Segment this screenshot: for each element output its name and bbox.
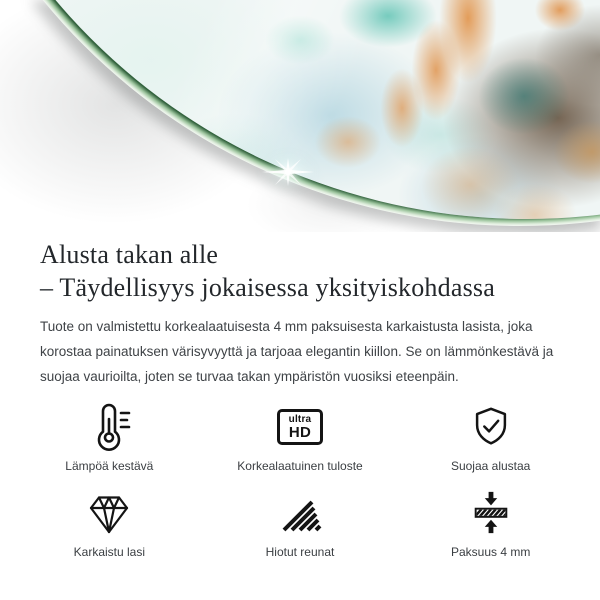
- feature-high-quality-print: [205, 403, 396, 473]
- feature-grid: [14, 403, 586, 559]
- feature-tempered-glass: [14, 489, 205, 559]
- feature-label: Hiotut reunat: [265, 545, 335, 559]
- page-title-line1: Alusta takan alle: [40, 240, 219, 269]
- product-description: Tuote on valmistettu korkealaatuisesta 4 mm paksuisesta karkaistusta lasista, joka korostaa painatuksen värisyvyyttä ja tarjoaa elegantin kiillon. Se on lämmönkestävä ja suojaa vaurioilta, joten se turvaa takan ympäristön vuosiksi eteenpäin.: [40, 319, 554, 384]
- feature-label: Lämpöä kestävä: [65, 459, 154, 473]
- feature-label: Karkaistu lasi: [73, 545, 146, 559]
- sparkle-glint-icon: [260, 144, 316, 200]
- thickness-icon: [468, 489, 514, 537]
- feature-thickness: [395, 489, 586, 559]
- page-title: [40, 238, 560, 304]
- shield-check-icon: [468, 403, 514, 451]
- feature-label: Paksuus 4 mm: [450, 545, 531, 559]
- feature-heat-resistant: [14, 403, 205, 473]
- feature-label: Korkealaatuinen tuloste: [237, 459, 363, 473]
- diamond-icon: [85, 491, 133, 537]
- beveled-edge-icon: [278, 492, 322, 534]
- feature-polished-edges: [205, 489, 396, 559]
- thermometer-icon: [85, 403, 133, 451]
- page-title-line2: – Täydellisyys jokaisessa yksityiskohdassa: [40, 273, 495, 302]
- product-hero-image: [0, 0, 600, 232]
- feature-label: Suojaa alustaa: [450, 459, 531, 473]
- feature-protects-surface: [395, 403, 586, 473]
- ultra-hd-icon: ultra HD: [277, 409, 323, 445]
